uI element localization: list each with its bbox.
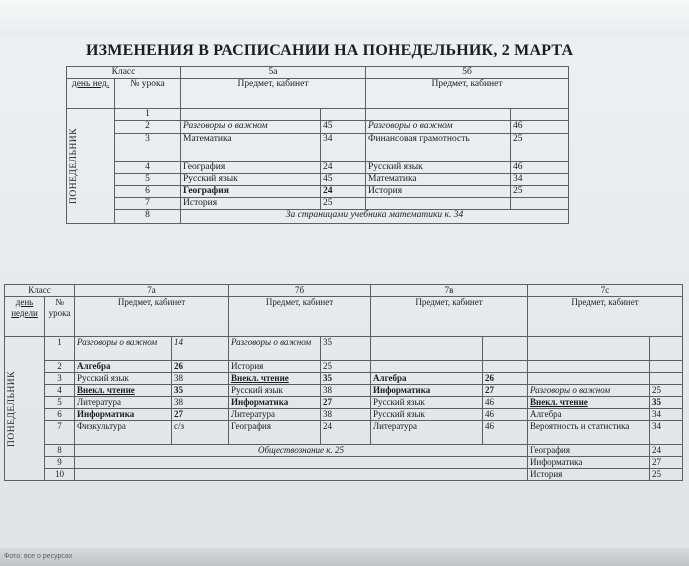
subject-7c bbox=[528, 373, 650, 385]
subject-5b: Финансовая грамотность bbox=[366, 134, 511, 162]
room-5b bbox=[511, 198, 569, 210]
room-7v: 26 bbox=[483, 373, 528, 385]
class-name-7c: 7с bbox=[528, 285, 683, 297]
subject-7b: Информатика bbox=[229, 397, 321, 409]
room-7b: 38 bbox=[321, 409, 371, 421]
room-7c: 34 bbox=[650, 421, 683, 445]
table-row bbox=[5, 373, 683, 385]
room-7a: 35 bbox=[172, 385, 229, 397]
photo-caption: Фото: все о ресурсах bbox=[4, 553, 73, 560]
subject-7c bbox=[528, 361, 650, 373]
table-row bbox=[5, 361, 683, 373]
subject-7v: Литература bbox=[371, 421, 483, 445]
subject-7v bbox=[371, 337, 483, 361]
class-label: Класс bbox=[67, 67, 181, 79]
subject-room-header-7b: Предмет, кабинет bbox=[229, 297, 371, 337]
subject-5b: Разговоры о важном bbox=[366, 121, 511, 134]
room-7v: 46 bbox=[483, 397, 528, 409]
room-7a: 14 bbox=[172, 337, 229, 361]
room-5a: 45 bbox=[321, 121, 366, 134]
subject-5b: Математика bbox=[366, 174, 511, 186]
table-row bbox=[5, 421, 683, 445]
merged-lesson-note: За страницами учебника математики к. 34 bbox=[181, 210, 569, 224]
subject-7c: География bbox=[528, 445, 650, 457]
room-5b: 34 bbox=[511, 174, 569, 186]
room-7c: 25 bbox=[650, 469, 683, 481]
class-name-5b: 5б bbox=[366, 67, 569, 79]
lesson-number: 7 bbox=[45, 421, 75, 445]
room-5b bbox=[511, 109, 569, 121]
room-5a: 45 bbox=[321, 174, 366, 186]
table-row bbox=[5, 385, 683, 397]
lesson-number: 7 bbox=[115, 198, 181, 210]
class-name-7a: 7а bbox=[75, 285, 229, 297]
subject-7c: Вероятность и статистика bbox=[528, 421, 650, 445]
room-5a: 24 bbox=[321, 186, 366, 198]
class-name-7v: 7в bbox=[371, 285, 528, 297]
subject-7v: Алгебра bbox=[371, 373, 483, 385]
lesson-number-header: № урока bbox=[115, 79, 181, 109]
subject-7b: Русский язык bbox=[229, 385, 321, 397]
room-7c: 35 bbox=[650, 397, 683, 409]
table-row bbox=[5, 445, 683, 457]
subject-7v bbox=[371, 361, 483, 373]
lesson-number: 4 bbox=[45, 385, 75, 397]
room-7c: 25 bbox=[650, 385, 683, 397]
day-header: день недели bbox=[5, 297, 45, 337]
subject-7c: Разговоры о важном bbox=[528, 385, 650, 397]
schedule-table-grade7 bbox=[4, 284, 683, 481]
table-row bbox=[67, 109, 569, 121]
table-row bbox=[67, 198, 569, 210]
screen-bottom-shade bbox=[0, 548, 689, 566]
subject-room-header-5a: Предмет, кабинет bbox=[181, 79, 366, 109]
subject-7c: Информатика bbox=[528, 457, 650, 469]
lesson-number: 1 bbox=[45, 337, 75, 361]
lesson-number: 6 bbox=[45, 409, 75, 421]
lesson-number: 8 bbox=[45, 445, 75, 457]
subject-5a: Математика bbox=[181, 134, 321, 162]
room-7b: 25 bbox=[321, 361, 371, 373]
class-label: Класс bbox=[5, 285, 75, 297]
subject-5a: География bbox=[181, 186, 321, 198]
subject-5a bbox=[181, 109, 321, 121]
subject-5a: Разговоры о важном bbox=[181, 121, 321, 134]
merged-lesson-note: Обществознание к. 25 bbox=[75, 445, 528, 457]
subject-5b bbox=[366, 198, 511, 210]
empty-merged-cell bbox=[75, 457, 528, 469]
room-5a: 34 bbox=[321, 134, 366, 162]
table-row bbox=[67, 210, 569, 224]
lesson-number: 9 bbox=[45, 457, 75, 469]
subject-7a: Алгебра bbox=[75, 361, 172, 373]
lesson-number: 4 bbox=[115, 162, 181, 174]
room-5a: 24 bbox=[321, 162, 366, 174]
subject-7c: Внекл. чтение bbox=[528, 397, 650, 409]
subject-7a: Литература bbox=[75, 397, 172, 409]
page-title: ИЗМЕНЕНИЯ В РАСПИСАНИИ НА ПОНЕДЕЛЬНИК, 2 МАРТА bbox=[86, 42, 574, 59]
screen-top-shade bbox=[0, 0, 689, 36]
room-7a: 38 bbox=[172, 373, 229, 385]
subject-7a: Информатика bbox=[75, 409, 172, 421]
subject-7b: Литература bbox=[229, 409, 321, 421]
subject-7a: Физкультура bbox=[75, 421, 172, 445]
table-row bbox=[67, 174, 569, 186]
table-row bbox=[5, 397, 683, 409]
table-row bbox=[67, 121, 569, 134]
room-7c: 27 bbox=[650, 457, 683, 469]
subject-7c: История bbox=[528, 469, 650, 481]
subject-7b: История bbox=[229, 361, 321, 373]
room-7c: 34 bbox=[650, 409, 683, 421]
table-row bbox=[5, 337, 683, 361]
table-row bbox=[67, 186, 569, 198]
subject-7c: Алгебра bbox=[528, 409, 650, 421]
lesson-number: 2 bbox=[45, 361, 75, 373]
table-row bbox=[5, 469, 683, 481]
room-5b: 46 bbox=[511, 121, 569, 134]
lesson-number-header: № урока bbox=[45, 297, 75, 337]
subject-5a: География bbox=[181, 162, 321, 174]
subject-7c bbox=[528, 337, 650, 361]
room-7b: 27 bbox=[321, 397, 371, 409]
room-5a bbox=[321, 109, 366, 121]
day-header: день нед. bbox=[67, 79, 115, 109]
room-7v: 46 bbox=[483, 421, 528, 445]
subject-5a: История bbox=[181, 198, 321, 210]
day-cell bbox=[5, 337, 45, 481]
subject-5a: Русский язык bbox=[181, 174, 321, 186]
room-7a: с/з bbox=[172, 421, 229, 445]
lesson-number: 8 bbox=[115, 210, 181, 224]
room-7b: 35 bbox=[321, 373, 371, 385]
room-7c: 24 bbox=[650, 445, 683, 457]
room-7a: 38 bbox=[172, 397, 229, 409]
lesson-number: 1 bbox=[115, 109, 181, 121]
room-7v: 46 bbox=[483, 409, 528, 421]
lesson-number: 6 bbox=[115, 186, 181, 198]
subject-7a: Русский язык bbox=[75, 373, 172, 385]
day-cell bbox=[67, 109, 115, 224]
subject-7v: Информатика bbox=[371, 385, 483, 397]
day-label: ПОНЕДЕЛЬНИК bbox=[69, 128, 79, 204]
lesson-number: 5 bbox=[45, 397, 75, 409]
subject-7a: Разговоры о важном bbox=[75, 337, 172, 361]
lesson-number: 3 bbox=[115, 134, 181, 162]
room-7c bbox=[650, 337, 683, 361]
room-5b: 46 bbox=[511, 162, 569, 174]
subject-7b: География bbox=[229, 421, 321, 445]
room-5a: 25 bbox=[321, 198, 366, 210]
day-label: ПОНЕДЕЛЬНИК bbox=[7, 370, 17, 447]
lesson-number: 2 bbox=[115, 121, 181, 134]
subject-room-header-7c: Предмет, кабинет bbox=[528, 297, 683, 337]
subject-7v: Русский язык bbox=[371, 397, 483, 409]
table-row bbox=[5, 409, 683, 421]
subject-7b: Внекл. чтение bbox=[229, 373, 321, 385]
room-7v: 27 bbox=[483, 385, 528, 397]
table-row bbox=[5, 457, 683, 469]
empty-merged-cell bbox=[75, 469, 528, 481]
room-7v bbox=[483, 337, 528, 361]
subject-5b bbox=[366, 109, 511, 121]
lesson-number: 5 bbox=[115, 174, 181, 186]
room-7b: 24 bbox=[321, 421, 371, 445]
room-5b: 25 bbox=[511, 134, 569, 162]
subject-room-header-7a: Предмет, кабинет bbox=[75, 297, 229, 337]
room-7a: 26 bbox=[172, 361, 229, 373]
table-row bbox=[67, 162, 569, 174]
class-name-5a: 5а bbox=[181, 67, 366, 79]
subject-room-header-7v: Предмет, кабинет bbox=[371, 297, 528, 337]
lesson-number: 10 bbox=[45, 469, 75, 481]
room-7c bbox=[650, 373, 683, 385]
room-7c bbox=[650, 361, 683, 373]
class-name-7b: 7б bbox=[229, 285, 371, 297]
room-5b: 25 bbox=[511, 186, 569, 198]
room-7v bbox=[483, 361, 528, 373]
subject-7b: Разговоры о важном bbox=[229, 337, 321, 361]
subject-7v: Русский язык bbox=[371, 409, 483, 421]
table-row bbox=[67, 134, 569, 162]
subject-5b: История bbox=[366, 186, 511, 198]
lesson-number: 3 bbox=[45, 373, 75, 385]
room-7a: 27 bbox=[172, 409, 229, 421]
schedule-table-grade5 bbox=[66, 66, 569, 224]
subject-7a: Внекл. чтение bbox=[75, 385, 172, 397]
subject-room-header-5b: Предмет, кабинет bbox=[366, 79, 569, 109]
room-7b: 35 bbox=[321, 337, 371, 361]
subject-5b: Русский язык bbox=[366, 162, 511, 174]
room-7b: 38 bbox=[321, 385, 371, 397]
